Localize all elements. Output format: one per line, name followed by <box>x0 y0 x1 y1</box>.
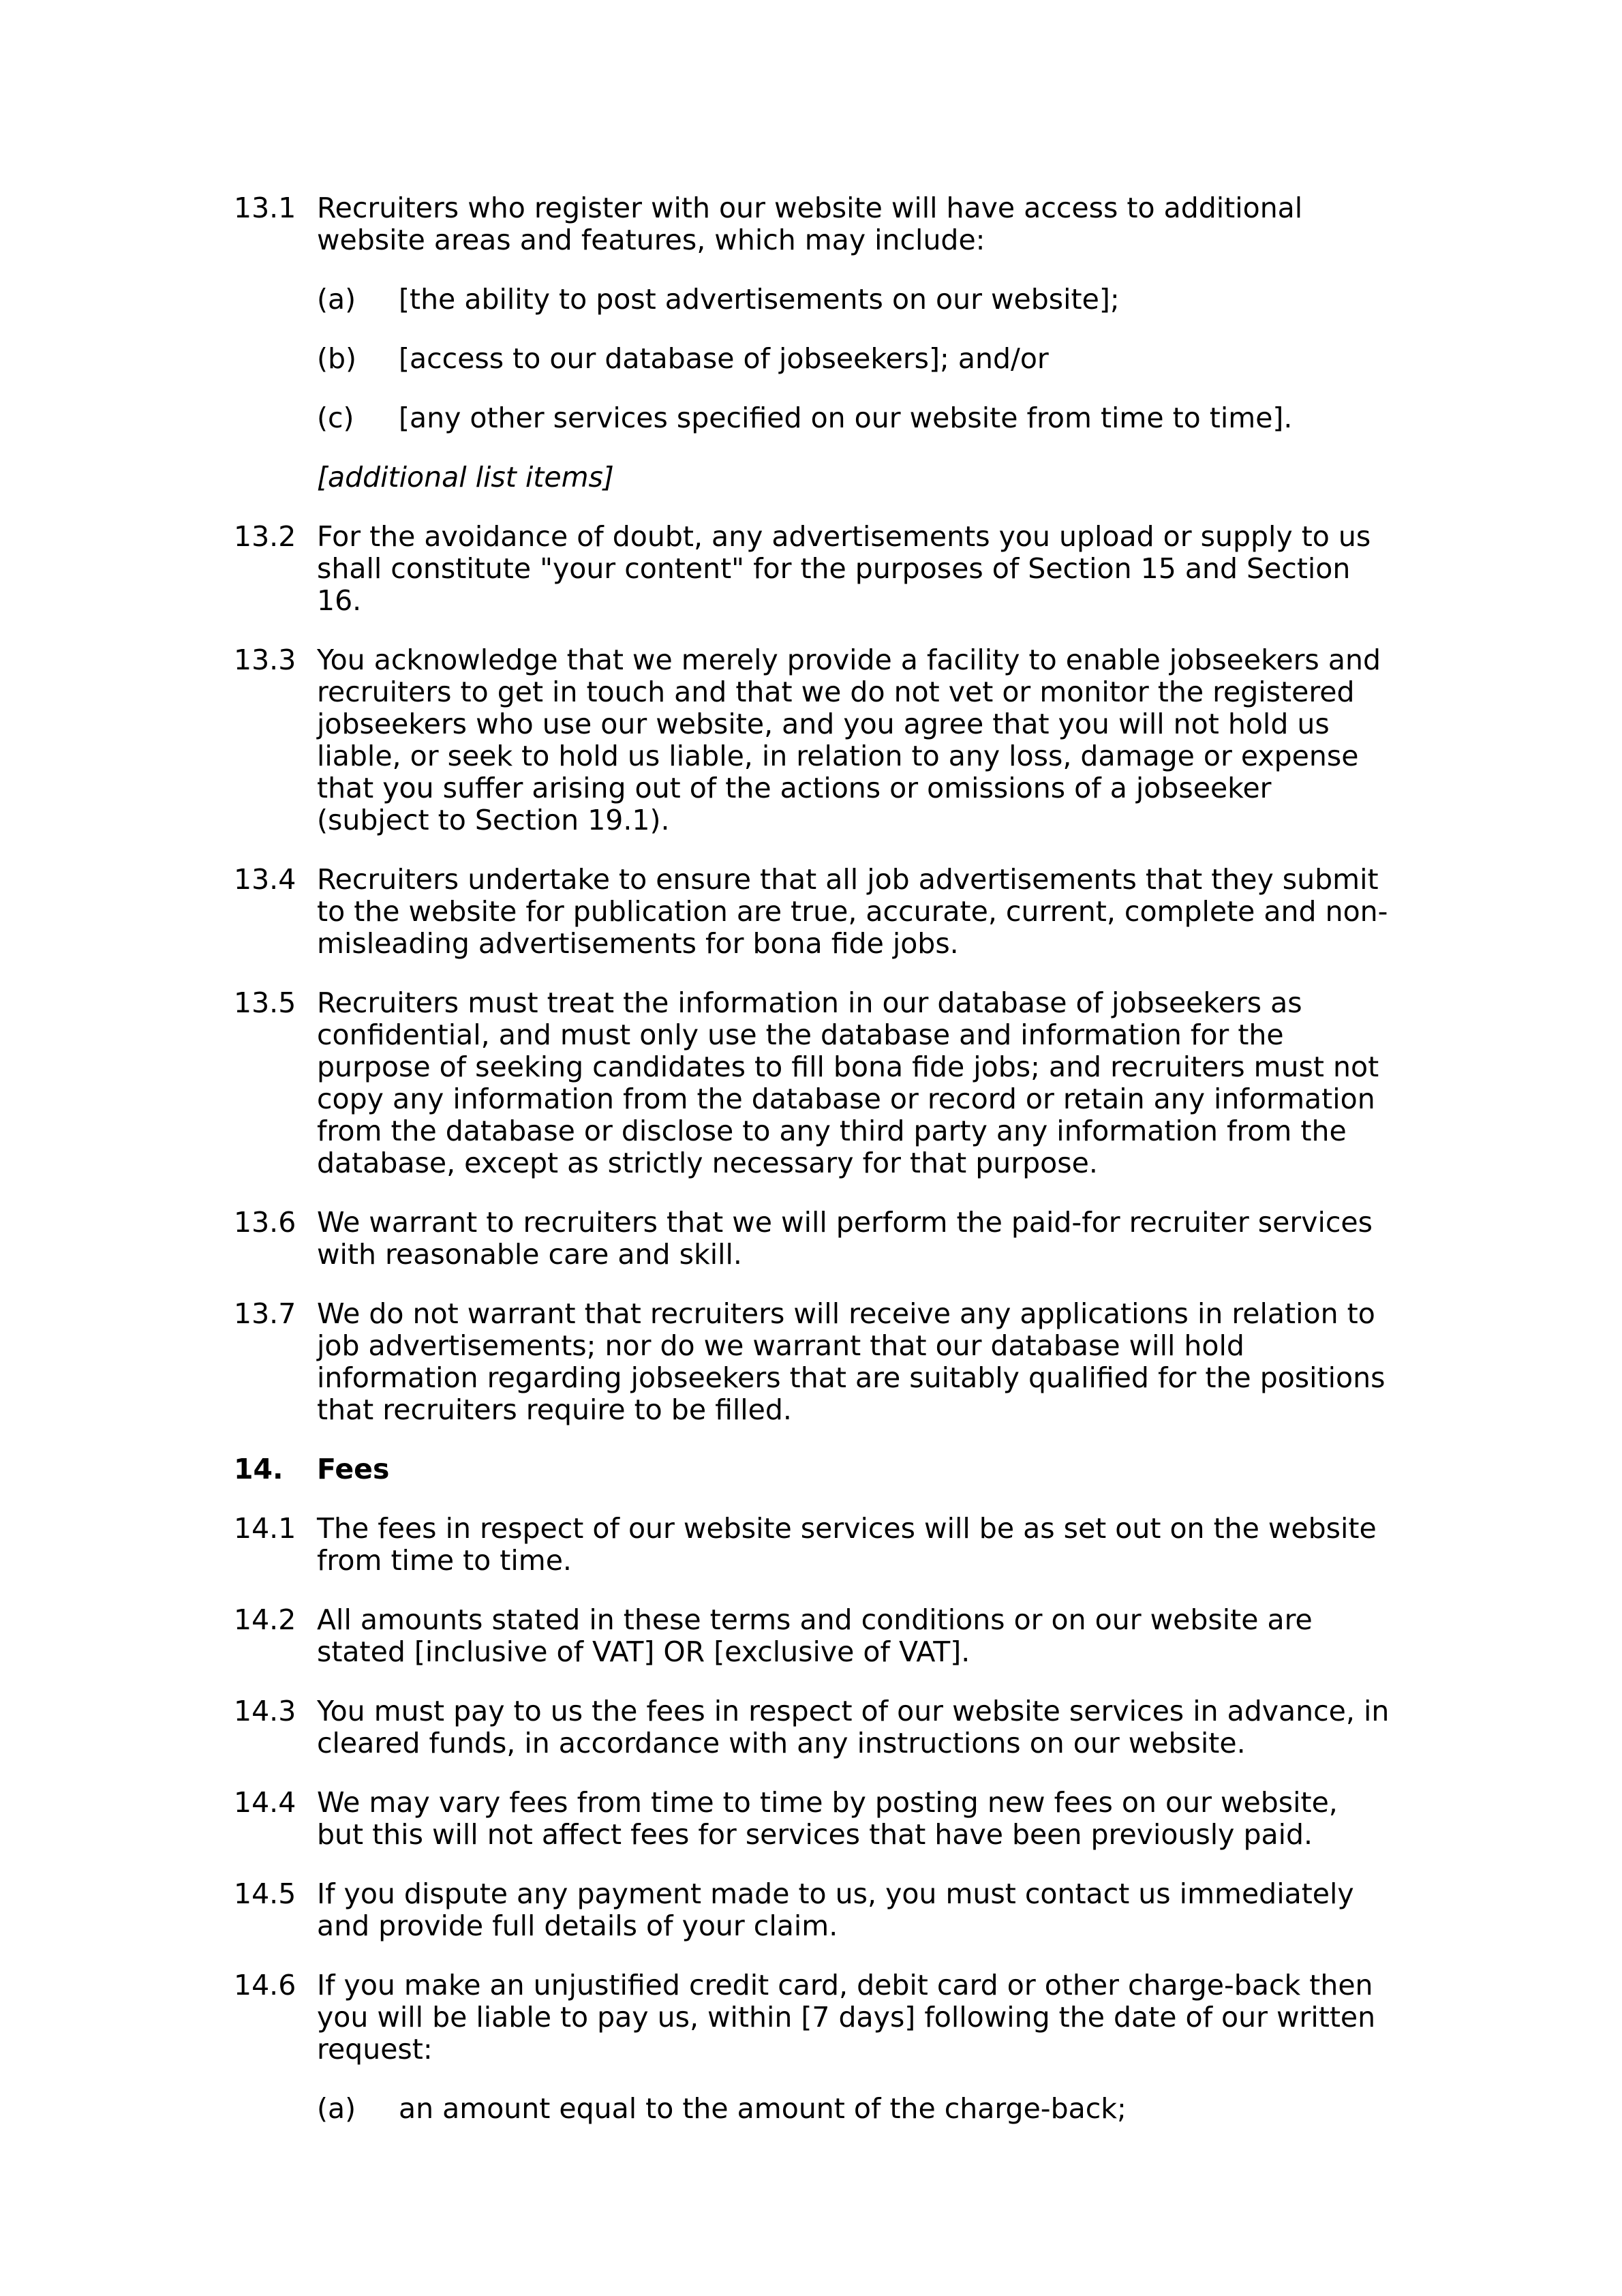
clause-body <box>317 1604 1392 1668</box>
clause-number: 13.6 <box>234 1206 296 1239</box>
clause-body <box>317 1787 1392 1851</box>
list-item-text: an amount equal to the amount of the charge-back; <box>399 2092 1127 2125</box>
clause-number: 14.1 <box>234 1512 296 1545</box>
clause-text: All amounts stated in these terms and conditions or on our website are stated [inclusive of VAT] OR [exclusive of VAT]. <box>317 1603 1313 1668</box>
clause-text: You must pay to us the fees in respect of our website services in advance, in cleared funds, in accordance with any instructions on our website. <box>317 1695 1390 1759</box>
clause-13-1 <box>234 192 1392 494</box>
section-heading-fees <box>234 1453 1392 1485</box>
clause-text: Recruiters undertake to ensure that all job advertisements that they submit to the website for publication are true, accurate, current, complete and non-misleading advertisements for bona fide jobs. <box>317 863 1388 960</box>
clause-body <box>317 521 1392 617</box>
clause-body <box>317 1969 1392 2125</box>
clause-14-5 <box>234 1878 1392 1942</box>
clause-body <box>317 192 1392 494</box>
clause-number: 13.3 <box>234 644 296 676</box>
clause-body <box>317 987 1392 1179</box>
clause-number: 13.7 <box>234 1297 296 1330</box>
clause-body <box>317 1207 1392 1271</box>
clause-text: For the avoidance of doubt, any advertisements you upload or supply to us shall constitute "your content" for the purposes of Section 15 and Section 16. <box>317 520 1371 617</box>
section-number: 14. <box>234 1453 284 1485</box>
clause-14-4 <box>234 1787 1392 1851</box>
clause-body <box>317 644 1392 836</box>
clause-number: 14.2 <box>234 1603 296 1636</box>
list-item <box>317 343 1392 375</box>
list-item-label: (b) <box>317 342 357 375</box>
clause-text: We do not warrant that recruiters will receive any applications in relation to job advertisements; nor do we warrant that our database will hold information regarding jobseekers that are suitably qualified for the positions that recruiters require to be filled. <box>317 1297 1386 1426</box>
clause-text: We warrant to recruiters that we will perform the paid-for recruiter services with reasonable care and skill. <box>317 1206 1373 1271</box>
clause-13-7 <box>234 1298 1392 1426</box>
list-item-label: (a) <box>317 2092 356 2125</box>
clause-number: 13.2 <box>234 520 296 553</box>
clause-text: Recruiters who register with our website will have access to additional website areas and features, which may include: <box>317 192 1303 256</box>
clause-body <box>317 1513 1392 1577</box>
clause-number: 14.5 <box>234 1877 296 1910</box>
list-item <box>317 402 1392 434</box>
clause-number: 13.5 <box>234 986 296 1019</box>
clause-13-2 <box>234 521 1392 617</box>
clause-14-3 <box>234 1695 1392 1759</box>
clause-14-1 <box>234 1513 1392 1577</box>
list-item-text: [the ability to post advertisements on our website]; <box>399 283 1120 316</box>
clause-number: 13.1 <box>234 192 296 224</box>
document-body <box>234 192 1392 2152</box>
list-item <box>317 2093 1392 2125</box>
clause-13-3 <box>234 644 1392 836</box>
list-item-label: (a) <box>317 283 356 316</box>
clause-text: If you dispute any payment made to us, you must contact us immediately and provide full details of your claim. <box>317 1877 1354 1942</box>
clause-text: You acknowledge that we merely provide a facility to enable jobseekers and recruiters to get in touch and that we do not vet or monitor the registered jobseekers who use our website, and you agree that you will not hold us liable, or seek to hold us liable, in relation to any loss, damage or expense that you suffer arising out of the actions or omissions of a jobseeker (subject to Section 19.1). <box>317 644 1381 836</box>
clause-13-5 <box>234 987 1392 1179</box>
clause-13-6 <box>234 1207 1392 1271</box>
clause-text: Recruiters must treat the information in our database of jobseekers as confidential, and must only use the database and information for the purpose of seeking candidates to fill bona fide jobs; and recruiters must not copy any information from the database or record or retain any information from the database or disclose to any third party any information from the database, except as strictly necessary for that purpose. <box>317 986 1379 1179</box>
clause-number: 13.4 <box>234 863 296 896</box>
clause-13-4 <box>234 864 1392 960</box>
clause-text: If you make an unjustified credit card, debit card or other charge-back then you will be liable to pay us, within [7 days] following the date of our written request: <box>317 1969 1376 2066</box>
additional-list-items-note: [additional list items] <box>317 461 614 494</box>
clause-text: The fees in respect of our website services will be as set out on the website from time to time. <box>317 1512 1377 1577</box>
clause-body <box>317 1298 1392 1426</box>
clause-body <box>317 1695 1392 1759</box>
clause-14-6 <box>234 1969 1392 2125</box>
clause-body <box>317 864 1392 960</box>
clause-14-2 <box>234 1604 1392 1668</box>
clause-number: 14.3 <box>234 1695 296 1727</box>
clause-number: 14.6 <box>234 1969 296 2002</box>
section-title: Fees <box>317 1453 390 1485</box>
clause-body <box>317 1878 1392 1942</box>
clause-number: 14.4 <box>234 1786 296 1819</box>
clause-text: We may vary fees from time to time by posting new fees on our website, but this will not affect fees for services that have been previously paid. <box>317 1786 1338 1851</box>
list-item <box>317 284 1392 316</box>
list-item-text: [any other services specified on our website from time to time]. <box>399 402 1293 434</box>
list-item-label: (c) <box>317 402 354 434</box>
list-item-text: [access to our database of jobseekers]; and/or <box>399 342 1049 375</box>
